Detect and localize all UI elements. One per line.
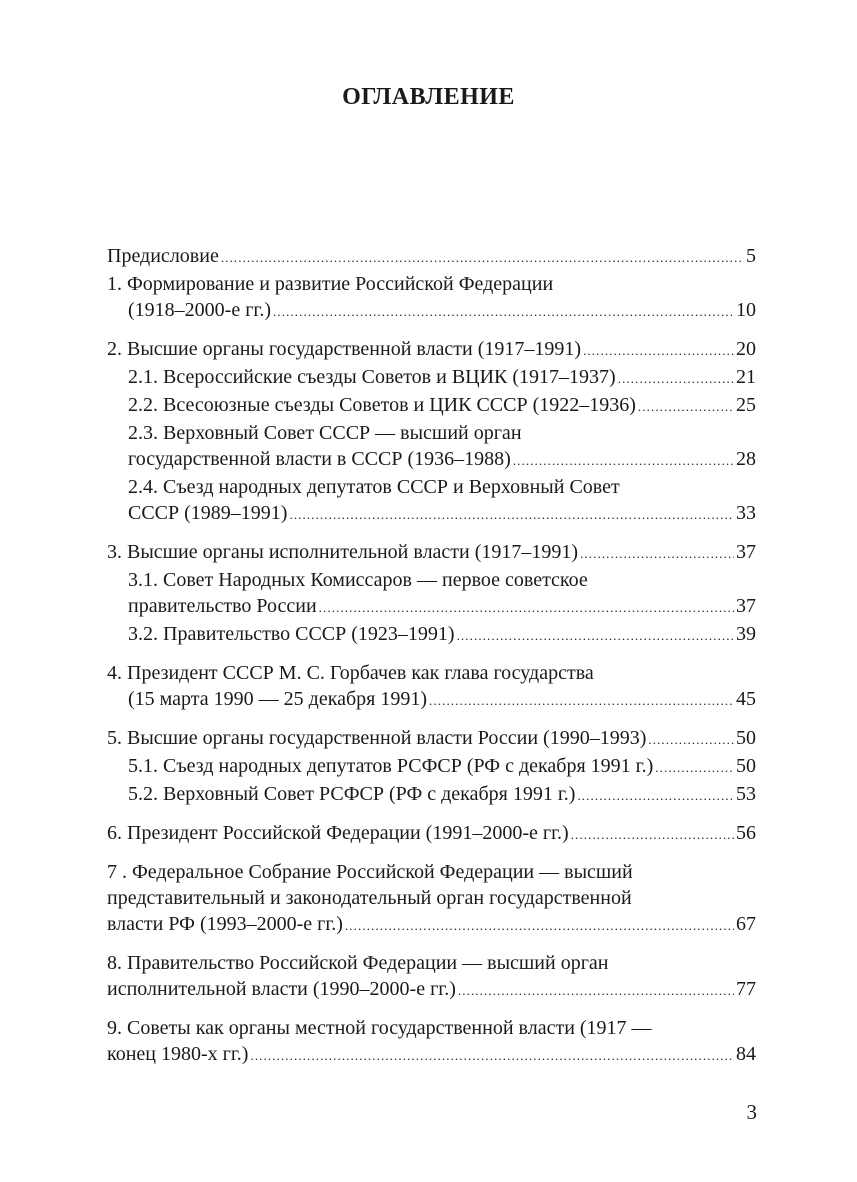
dot-leader (655, 755, 734, 781)
dot-leader (289, 502, 734, 528)
toc-entry-text: 3. Высшие органы исполнительной власти (1917–1991) (107, 541, 579, 563)
toc-entry[interactable] (107, 820, 756, 848)
toc-page-number: 21 (736, 366, 756, 388)
dot-leader (583, 338, 734, 364)
toc-entry-text: (1918–2000-е гг.) (128, 299, 272, 321)
dot-leader (577, 783, 734, 809)
toc-page-number: 37 (736, 595, 756, 617)
toc-page-number: 25 (736, 394, 756, 416)
toc-entry[interactable] (107, 781, 756, 809)
toc-page-number: 50 (736, 755, 756, 777)
toc-page-number: 5 (746, 245, 756, 267)
dot-leader (457, 623, 734, 649)
toc-entry[interactable] (107, 420, 756, 474)
toc-entry-text: 2.1. Всероссийские съезды Советов и ВЦИК (1917–1937) (128, 366, 616, 388)
dot-leader (580, 541, 734, 567)
toc-page-number: 53 (736, 783, 756, 805)
toc-entry-text: (15 марта 1990 — 25 декабря 1991) (128, 688, 428, 710)
toc-entry-text: 2.4. Съезд народных депутатов СССР и Верховный Совет (128, 476, 620, 498)
page-title: ОГЛАВЛЕНИЕ (342, 84, 515, 110)
toc-entry-text: власти РФ (1993–2000-е гг.) (107, 913, 343, 935)
dot-leader (648, 727, 734, 753)
toc-page-number: 39 (736, 623, 756, 645)
toc-page-number: 33 (736, 502, 756, 524)
dot-leader (429, 688, 734, 714)
table-of-contents (107, 243, 756, 1069)
toc-entry-text: 5.1. Съезд народных депутатов РСФСР (РФ с декабря 1991 г.) (128, 755, 654, 777)
dot-leader (221, 245, 744, 271)
toc-entry[interactable] (107, 859, 756, 939)
dot-leader (458, 978, 734, 1004)
toc-entry-text: СССР (1989–1991) (128, 502, 288, 524)
toc-entry[interactable] (107, 392, 756, 420)
toc-page-number: 56 (736, 822, 756, 844)
dot-leader (638, 394, 734, 420)
toc-entry[interactable] (107, 725, 756, 753)
toc-entry-text: правительство России (128, 595, 317, 617)
toc-entry[interactable] (107, 567, 756, 621)
toc-entry[interactable] (107, 621, 756, 649)
dot-leader (319, 595, 734, 621)
toc-entry-text: представительный и законодательный орган государственной (107, 887, 632, 909)
toc-entry-text: 2. Высшие органы государственной власти (1917–1991) (107, 338, 582, 360)
toc-entry[interactable] (107, 271, 756, 325)
toc-page-number: 37 (736, 541, 756, 563)
toc-entry[interactable] (107, 364, 756, 392)
toc-entry[interactable] (107, 753, 756, 781)
toc-page-number: 84 (736, 1043, 756, 1065)
toc-page-number: 28 (736, 448, 756, 470)
toc-entry-text: исполнительной власти (1990–2000-е гг.) (107, 978, 456, 1000)
dot-leader (250, 1043, 734, 1069)
page-number: 3 (746, 1100, 757, 1124)
toc-entry-text: конец 1980-х гг.) (107, 1043, 249, 1065)
toc-entry[interactable] (107, 1015, 756, 1069)
dot-leader (571, 822, 734, 848)
toc-entry[interactable] (107, 660, 756, 714)
toc-entry[interactable] (107, 950, 756, 1004)
toc-entry-text: государственной власти в СССР (1936–1988) (128, 448, 511, 470)
toc-entry-text: 5. Высшие органы государственной власти России (1990–1993) (107, 727, 647, 749)
toc-page-number: 20 (736, 338, 756, 360)
toc-entry[interactable] (107, 539, 756, 567)
toc-page-number: 10 (736, 299, 756, 321)
toc-entry-text: Предисловие (107, 245, 219, 267)
toc-entry-text: 9. Советы как органы местной государственной власти (1917 — (107, 1017, 652, 1039)
dot-leader (345, 913, 734, 939)
toc-entry-text: 4. Президент СССР М. С. Горбачев как глава государства (107, 662, 594, 684)
dot-leader (618, 366, 734, 392)
toc-page-number: 50 (736, 727, 756, 749)
toc-entry-text: 2.3. Верховный Совет СССР — высший орган (128, 422, 522, 444)
toc-entry-text: 8. Правительство Российской Федерации — высший орган (107, 952, 609, 974)
dot-leader (513, 448, 734, 474)
toc-entry[interactable] (107, 336, 756, 364)
toc-entry[interactable] (107, 474, 756, 528)
toc-page-number: 45 (736, 688, 756, 710)
toc-page-number: 67 (736, 913, 756, 935)
toc-entry-text: 3.2. Правительство СССР (1923–1991) (128, 623, 455, 645)
toc-entry[interactable] (107, 243, 756, 271)
dot-leader (273, 299, 734, 325)
toc-entry-text: 1. Формирование и развитие Российской Федерации (107, 273, 554, 295)
toc-entry-text: 2.2. Всесоюзные съезды Советов и ЦИК СССР (1922–1936) (128, 394, 636, 416)
toc-entry-text: 6. Президент Российской Федерации (1991–2000-е гг.) (107, 822, 569, 844)
toc-entry-text: 7 . Федеральное Собрание Российской Федерации — высший (107, 861, 633, 883)
toc-entry-text: 3.1. Совет Народных Комиссаров — первое советское (128, 569, 588, 591)
toc-page-number: 77 (736, 978, 756, 1000)
toc-entry-text: 5.2. Верховный Совет РСФСР (РФ с декабря 1991 г.) (128, 783, 576, 805)
